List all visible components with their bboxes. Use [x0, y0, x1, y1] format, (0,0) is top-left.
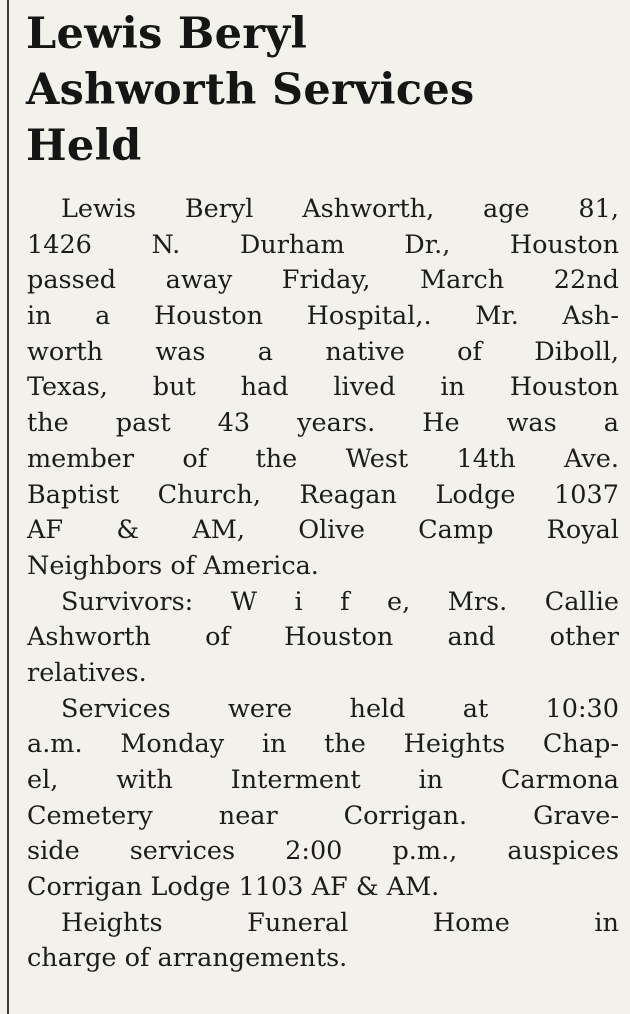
article-text-line: Corrigan Lodge 1103 AF & AM.: [27, 872, 440, 903]
headline-line: Lewis Beryl: [26, 9, 308, 59]
article-text-line: in a Houston Hospital,. Mr. Ash-: [27, 301, 619, 332]
article-text-line: a.m. Monday in the Heights Chap-: [27, 729, 619, 760]
article-text-line: side services 2:00 p.m., auspices: [27, 836, 619, 867]
article-text-line: el, with Interment in Carmona: [27, 765, 619, 795]
column-rule: [7, 0, 9, 1014]
article-text-line: AF & AM, Olive Camp Royal: [27, 515, 619, 546]
article-text-line: worth was a native of Diboll,: [27, 336, 619, 367]
article-text-line: the past 43 years. He was a: [27, 408, 619, 439]
article-text-line: Survivors: W i f e, Mrs. Callie: [61, 586, 619, 617]
article-text-line: Neighbors of America.: [27, 550, 319, 581]
article-text-line: member of the West 14th Ave.: [27, 443, 619, 474]
article-text-line: Lewis Beryl Ashworth, age 81,: [61, 194, 619, 224]
article-text-line: Ashworth of Houston and other: [27, 622, 619, 653]
article-text-line: Services were held at 10:30: [61, 693, 619, 724]
article-text-line: Heights Funeral Home in: [61, 907, 619, 938]
article-text-line: Texas, but had lived in Houston: [27, 372, 619, 403]
article-text-line: Cemetery near Corrigan. Grave-: [27, 800, 619, 831]
article-text-line: Baptist Church, Reagan Lodge 1037: [27, 479, 619, 510]
headline-line: Ashworth Services: [26, 65, 475, 115]
article-body: [27, 192, 619, 977]
article-text-line: charge of arrangements.: [27, 943, 348, 974]
article-text-line: passed away Friday, March 22nd: [27, 265, 619, 296]
article-text-line: relatives.: [27, 657, 147, 688]
article-text-line: 1426 N. Durham Dr., Houston: [27, 229, 619, 260]
article-headline: [26, 6, 616, 174]
headline-line: Held: [26, 121, 142, 171]
